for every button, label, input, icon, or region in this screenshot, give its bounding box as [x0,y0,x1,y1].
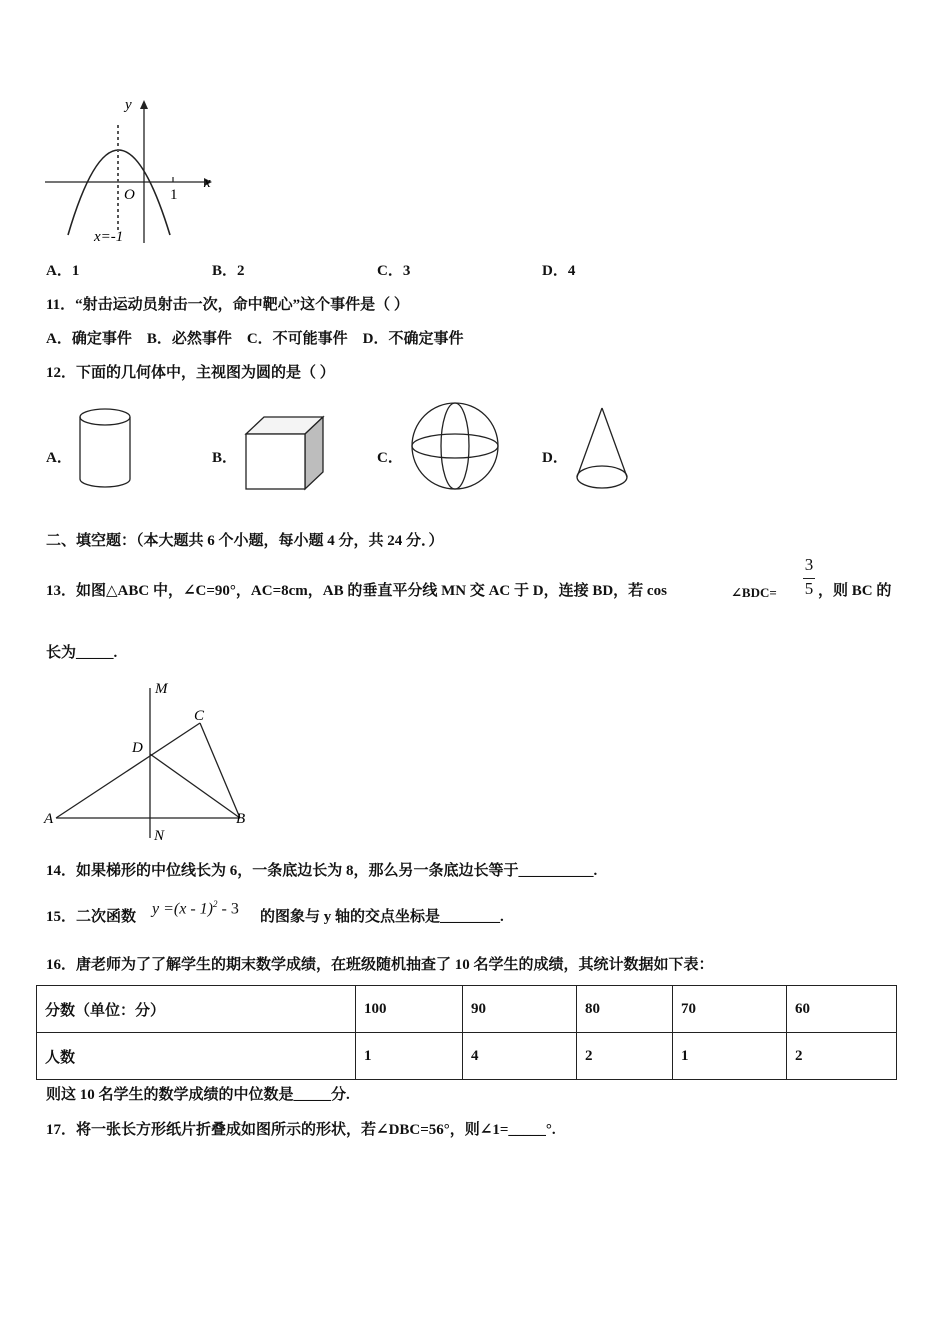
parabola-graph [40,95,220,247]
q15-suffix: 的图象与 y 轴的交点坐标是________. [260,909,504,925]
cube-icon [240,414,330,492]
q13-angle-part: ∠BDC= [731,585,777,600]
table-cell: 4 [463,1033,577,1080]
fraction-denominator: 5 [804,579,814,598]
table-row [37,1033,897,1080]
axis-eq-label: x=-1 [94,229,124,245]
one-label: 1 [170,187,178,203]
label-c: C [194,708,205,724]
table-cell: 分数（单位：分） [37,986,356,1033]
label-m: M [155,681,168,697]
table-cell: 人数 [37,1033,356,1080]
table-row [37,986,897,1033]
label-b: B [236,811,246,827]
q16-after: 则这 10 名学生的数学成绩的中位数是_____分. [46,1087,350,1103]
q12-option-c[interactable]: C． [377,450,403,466]
table-cell: 2 [577,1033,673,1080]
table-cell: 90 [463,986,577,1033]
q11-options[interactable]: A．确定事件 B．必然事件 C．不可能事件 D．不确定事件 [46,331,464,347]
label-a: A [44,811,54,827]
table-cell: 70 [673,986,787,1033]
q11-stem: 11．“射击运动员射击一次，命中靶心”这个事件是（ ） [46,297,409,313]
section-2-title: 二、填空题：（本大题共 6 个小题，每小题 4 分，共 24 分．） [46,533,444,549]
q15-formula-exp: 2 [212,899,218,909]
q12-option-a[interactable]: A． [46,450,72,466]
q13-stem-c: 长为_____. [46,645,118,661]
q12-option-d[interactable]: D． [542,450,568,466]
y-label: y [125,97,132,113]
label-d: D [132,740,143,756]
table-cell: 1 [356,1033,463,1080]
q10-option-a[interactable]: A．1 [46,263,80,279]
q10-option-b[interactable]: B．2 [212,263,245,279]
table-cell: 2 [787,1033,897,1080]
cylinder-icon [75,405,135,491]
q17-stem: 17．将一张长方形纸片折叠成如图所示的形状，若∠DBC=56°，则∠1=_____°. [46,1122,556,1138]
table-cell: 100 [356,986,463,1033]
fraction-numerator: 3 [804,555,814,574]
q15-formula-b: - 3 [217,900,239,918]
score-table [36,985,897,1080]
q10-option-c[interactable]: C．3 [377,263,411,279]
q15-formula-a: y =(x - 1) [152,900,213,918]
q12-option-b[interactable]: B． [212,450,238,466]
table-cell: 1 [673,1033,787,1080]
q12-stem: 12．下面的几何体中，主视图为圆的是（ ） [46,365,335,381]
triangle-figure [40,678,255,844]
q16-stem: 16．唐老师为了了解学生的期末数学成绩，在班级随机抽查了 10 名学生的成绩，其统计数据如下表： [46,957,714,973]
q15-formula [152,899,239,918]
table-cell: 80 [577,986,673,1033]
segment-ac [56,723,200,818]
x-label: x [204,175,211,191]
label-n: N [154,828,165,844]
q10-option-d[interactable]: D．4 [542,263,576,279]
origin-label: O [124,187,135,203]
q13-stem-b: ，则 BC 的 [818,583,892,599]
q13-stem-a: 13．如图△ABC 中，∠C=90°，AC=8cm，AB 的垂直平分线 MN 交 AC 于 D，连接 BD，若 cos [46,583,667,599]
sphere-icon [408,399,502,493]
cone-icon [572,404,632,492]
q14-stem: 14．如果梯形的中位线长为 6，一条底边长为 8，那么另一条底边长等于__________. [46,863,598,879]
q15-prefix: 15．二次函数 [46,909,137,925]
table-cell: 60 [787,986,897,1033]
